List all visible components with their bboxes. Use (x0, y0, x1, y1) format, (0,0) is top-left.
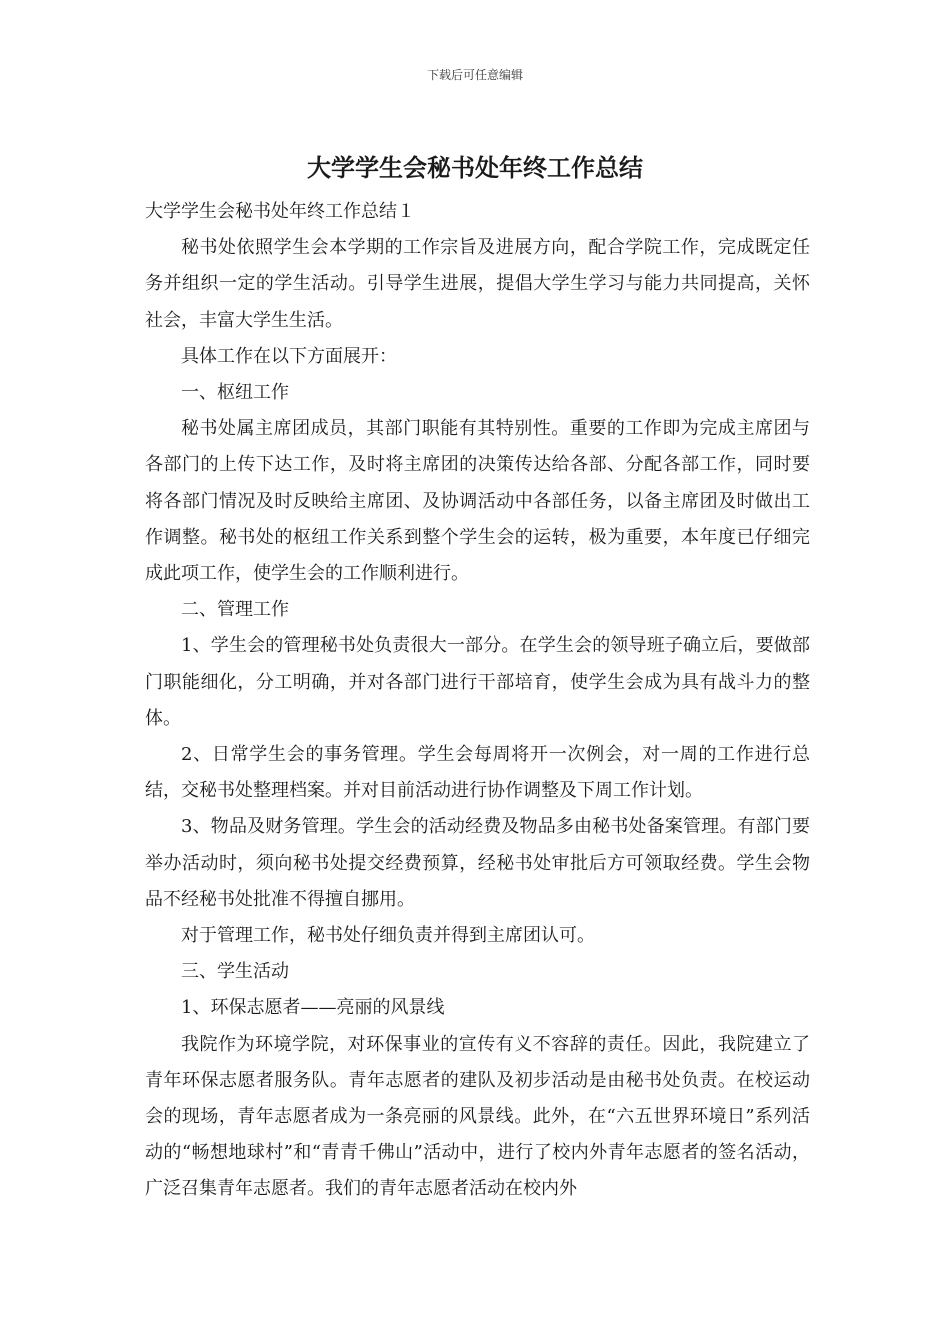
paragraph-management-3: 3、物品及财务管理。学生会的活动经费及物品多由秘书处备案管理。有部门要举办活动时，须向秘书处提交经费预算，经秘书处审批后方可领取经费。学生会物品不经秘书处批准不得擅自挪用。 (145, 816, 810, 910)
paragraph-management-1: 1、学生会的管理秘书处负责很大一部分。在学生会的领导班子确立后，要做部门职能细化，分工明确，并对各部门进行干部培育，使学生会成为具有战斗力的整体。 (145, 635, 810, 729)
section-heading-hub-work: 一、枢纽工作 (181, 382, 289, 404)
paragraph-overview: 具体工作在以下方面展开： (181, 345, 397, 367)
paragraph-management-2: 2、日常学生会的事务管理。学生会每周将开一次例会，对一周的工作进行总结，交秘书处整理档案。并对目前活动进行协作调整及下周工作计划。 (145, 744, 810, 802)
paragraph-volunteers: 我院作为环境学院，对环保事业的宣传有义不容辞的责任。因此，我院建立了青年环保志愿者服务队。青年志愿者的建队及初步活动是由秘书处负责。在校运动会的现场，青年志愿者成为一条亮丽的风景线。此外，在“六五世界环境日”系列活动的“畅想地球村”和“青青千佛山”活动中，进行了校内外青年志愿者的签名活动，广泛召集青年志愿者。我们的青年志愿者活动在校内外 (145, 1033, 810, 1200)
paragraph-hub-work: 秘书处属主席团成员，其部门职能有其特别性。重要的工作即为完成主席团与各部门的上传下达工作，及时将主席团的决策传达给各部、分配各部工作，同时要将各部门情况及时反映给主席团、及协调活动中各部任务，以备主席团及时做出工作调整。秘书处的枢纽工作关系到整个学生会的运转，极为重要，本年度已仔细完成此项工作，使学生会的工作顺利进行。 (145, 418, 810, 585)
document-subtitle: 大学学生会秘书处年终工作总结１ (145, 201, 415, 222)
paragraph-intro: 秘书处依照学生会本学期的工作宗旨及进展方向，配合学院工作，完成既定任务并组织一定的学生活动。引导学生进展，提倡大学生学习与能力共同提高，关怀社会，丰富大学生生活。 (145, 237, 810, 331)
page-header-note: 下载后可任意编辑 (426, 68, 523, 82)
subheading-volunteers: 1、环保志愿者——亮丽的风景线 (181, 997, 445, 1019)
paragraph-management-summary: 对于管理工作，秘书处仔细负责并得到主席团认可。 (181, 925, 595, 947)
section-heading-student-activities: 三、学生活动 (181, 961, 289, 983)
section-heading-management: 二、管理工作 (181, 599, 289, 621)
document-title: 大学学生会秘书处年终工作总结 (307, 153, 643, 182)
document-body (145, 194, 810, 1208)
